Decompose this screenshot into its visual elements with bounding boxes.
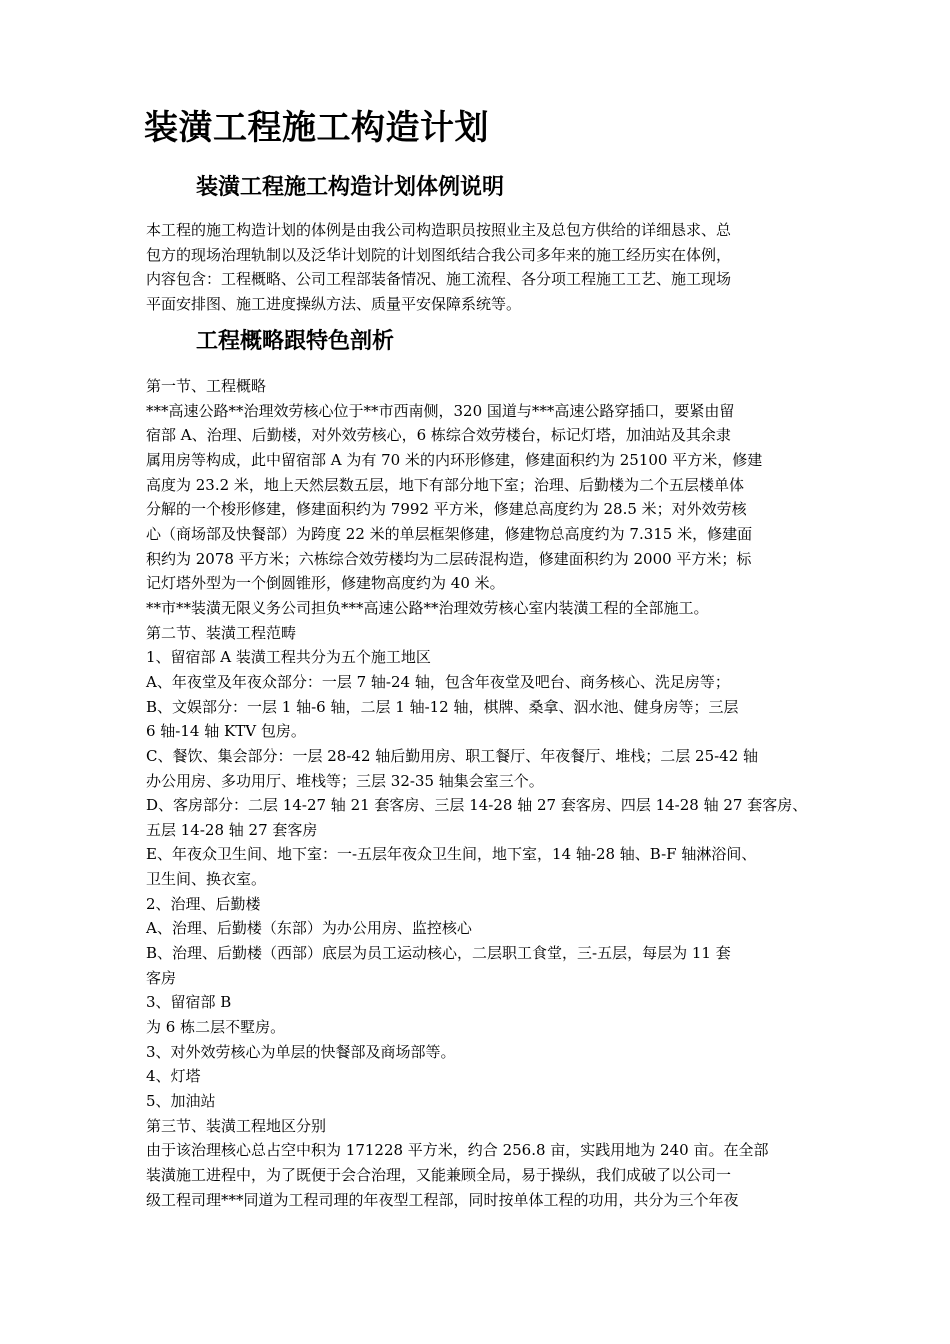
text-line: D、客房部分：二层 14-27 轴 21 套客房、三层 14-28 轴 27 套客房、四层 14-28 轴 27 套客房、 (146, 796, 808, 815)
text-line: 本工程的施工构造计划的体例是由我公司构造职员按照业主及总包方供给的详细恳求、总 (146, 221, 732, 239)
intro-paragraph (146, 218, 818, 317)
body-text (146, 374, 826, 1212)
text-line: 3、留宿部 B (146, 993, 232, 1012)
text-line: B、文娱部分：一层 1 轴-6 轴，二层 1 轴-12 轴，棋牌、桑拿、泅水池、健身房等；三层 (146, 697, 739, 716)
text-line: A、治理、后勤楼（东部）为办公用房、监控核心 (146, 919, 472, 938)
text-line: 第二节、装潢工程范畴 (146, 623, 297, 642)
text-line: 1、留宿部 A 装潢工程共分为五个施工地区 (146, 648, 431, 667)
text-line: 分解的一个梭形修建，修建面积约为 7992 平方米，修建总高度约为 28.5 米；对外效劳核 (146, 500, 747, 519)
text-line: 平面安排图、施工进度操纵方法、质量平安保障系统等。 (146, 295, 522, 314)
section-heading-format-notes: 装潢工程施工构造计划体例说明 (196, 174, 505, 200)
section-heading-project-overview: 工程概略跟特色剖析 (196, 328, 395, 354)
text-line: A、年夜堂及年夜众部分：一层 7 轴-24 轴，包含年夜堂及吧台、商务核心、洗足房等； (146, 672, 730, 691)
text-line: 内容包含：工程概略、公司工程部装备情况、施工流程、各分项工程施工工艺、施工现场 (146, 270, 732, 289)
text-line: 客房 (146, 968, 177, 987)
text-line: 积约为 2078 平方米；六栋综合效劳楼均为二层砖混构造，修建面积约为 2000 平方米；标 (146, 549, 752, 568)
text-line: 5、加油站 (146, 1092, 216, 1111)
text-line: E、年夜众卫生间、地下室：一-五层年夜众卫生间，地下室，14 轴-28 轴、B-F 轴淋浴间、 (146, 845, 757, 864)
text-line: 第三节、装潢工程地区分别 (146, 1116, 327, 1135)
text-line: 属用房等构成，此中留宿部 A 为有 70 米的内环形修建，修建面积约为 25100 平方米，修建 (146, 450, 763, 469)
text-line: 6 轴-14 轴 KTV 包房。 (146, 722, 306, 741)
document-title: 装潢工程施工构造计划 (144, 108, 489, 148)
text-line: 办公用房、多功用厅、堆栈等；三层 32-35 轴集会室三个。 (146, 771, 544, 790)
text-line: 3、对外效劳核心为单层的快餐部及商场部等。 (146, 1042, 456, 1061)
text-line: 由于该治理核心总占空中积为 171228 平方米，约合 256.8 亩，实践用地为 240 亩。在全部 (146, 1141, 769, 1160)
text-line: 卫生间、换衣室。 (146, 870, 267, 889)
text-line: B、治理、后勤楼（西部）底层为员工运动核心，二层职工食堂，三-五层，每层为 11 套 (146, 944, 731, 963)
text-line: 装潢施工进程中，为了既便于会合治理，又能兼顾全局，易于操纵，我们成破了以公司一 (146, 1166, 732, 1184)
text-line: 高度为 23.2 米，地上天然层数五层，地下有部分地下室；治理、后勤楼为二个五层楼单体 (146, 475, 744, 494)
text-line: **市**装潢无限义务公司担负***高速公路**治理效劳核心室内装潢工程的全部施工。 (146, 598, 709, 617)
text-line: 五层 14-28 轴 27 套客房 (146, 820, 318, 839)
text-line: 心（商场部及快餐部）为跨度 22 米的单层框架修建，修建物总高度约为 7.315 米，修建面 (146, 524, 753, 543)
text-line: 2、治理、后勤楼 (146, 894, 261, 913)
text-line: 为 6 栋二层不墅房。 (146, 1018, 286, 1037)
text-line: 级工程司理***同道为工程司理的年夜型工程部，同时按单体工程的功用，共分为三个年夜 (146, 1190, 739, 1209)
text-line: 第一节、工程概略 (146, 377, 267, 395)
text-line: 记灯塔外型为一个倒圆锥形，修建物高度约为 40 米。 (146, 574, 505, 593)
text-line: ***高速公路**治理效劳核心位于**市西南侧，320 国道与***高速公路穿插口，要紧由留 (146, 401, 735, 420)
text-line: 包方的现场治理轨制以及泛华计划院的计划图纸结合我公司多年来的施工经历实在体例， (146, 245, 732, 264)
text-line: 宿部 A、治理、后勤楼，对外效劳核心，6 栋综合效劳楼台，标记灯塔，加油站及其余隶 (146, 426, 731, 445)
text-line: C、餐饮、集会部分：一层 28-42 轴后勤用房、职工餐厅、年夜餐厅、堆栈；二层 25-42 轴 (146, 746, 759, 765)
text-line: 4、灯塔 (146, 1067, 201, 1086)
